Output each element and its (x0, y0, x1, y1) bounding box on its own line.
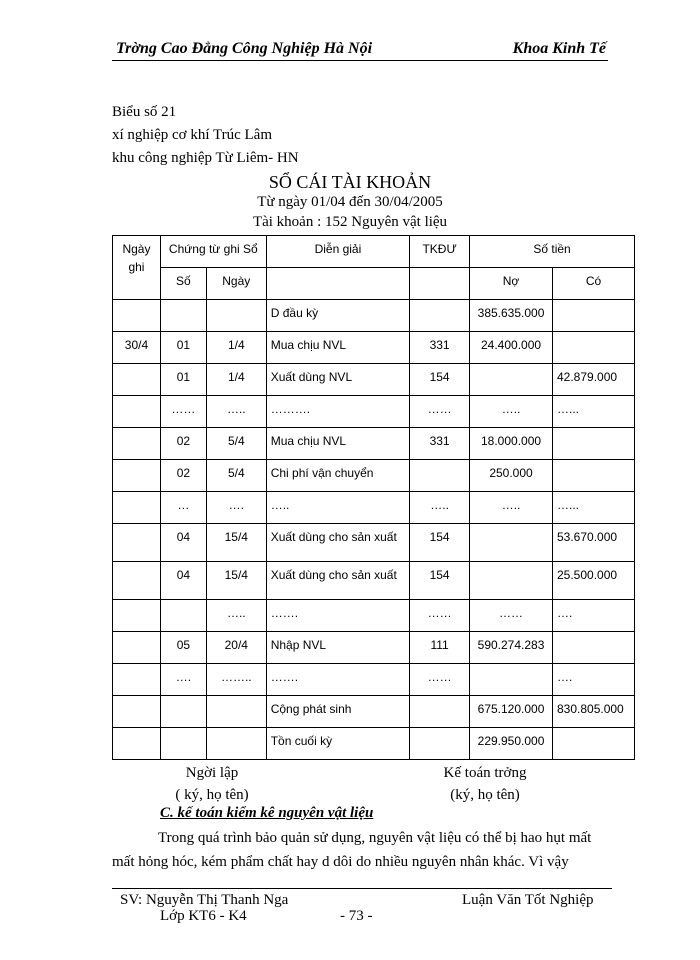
cell-voucher-no: … (160, 492, 206, 524)
cell-tkdu: 154 (410, 562, 470, 600)
cell-voucher-day (206, 696, 266, 728)
cell-debit (470, 664, 553, 696)
cell-desc: Xuất dùng NVL (266, 364, 409, 396)
cell-voucher-day: ….. (206, 396, 266, 428)
cell-voucher-no: 04 (160, 524, 206, 562)
table-row (113, 524, 635, 562)
cell-desc: Mua chịu NVL (266, 332, 409, 364)
cell-tkdu: 331 (410, 428, 470, 460)
cell-date (113, 524, 161, 562)
cell-date (113, 396, 161, 428)
cell-date (113, 664, 161, 696)
cell-tkdu: 331 (410, 332, 470, 364)
cell-desc: Xuất dùng cho sản xuất (266, 524, 409, 562)
cell-credit: 53.670.000 (553, 524, 635, 562)
cell-debit: 250.000 (470, 460, 553, 492)
cell-date (113, 300, 161, 332)
footer-thesis: Luận Văn Tốt Nghiệp (462, 892, 594, 908)
signature-accountant-note: (ký, họ tên) (450, 787, 520, 803)
cell-tkdu (410, 728, 470, 760)
cell-debit: ….. (470, 492, 553, 524)
cell-tkdu: …… (410, 600, 470, 632)
col-debit-header: Nợ (470, 268, 553, 300)
cell-debit: 675.120.000 (470, 696, 553, 728)
cell-credit: …. (553, 664, 635, 696)
paragraph-line-1: Trong quá trình bảo quản sử dụng, nguyên vật liệu có thể bị hao hụt mất (158, 830, 592, 846)
cell-desc: ……. (266, 664, 409, 696)
cell-desc: ……. (266, 600, 409, 632)
table-row (113, 696, 635, 728)
cell-tkdu: ….. (410, 492, 470, 524)
cell-debit: 229.950.000 (470, 728, 553, 760)
cell-desc: ….. (266, 492, 409, 524)
cell-voucher-day: 15/4 (206, 524, 266, 562)
cell-voucher-no: 04 (160, 562, 206, 600)
cell-credit: 830.805.000 (553, 696, 635, 728)
cell-debit (470, 562, 553, 600)
cell-date (113, 696, 161, 728)
signature-preparer: Ngời lập (185, 765, 239, 781)
cell-desc: Mua chịu NVL (266, 428, 409, 460)
cell-date (113, 428, 161, 460)
cell-credit (553, 300, 635, 332)
cell-tkdu (410, 460, 470, 492)
cell-voucher-day: …. (206, 492, 266, 524)
col-credit-header: Có (553, 268, 635, 300)
cell-debit: 590.274.283 (470, 632, 553, 664)
table-row (113, 460, 635, 492)
cell-debit: 18.000.000 (470, 428, 553, 460)
cell-voucher-day: 5/4 (206, 428, 266, 460)
company-name: xí nghiệp cơ khí Trúc Lâm (112, 127, 273, 143)
cell-date (113, 632, 161, 664)
cell-voucher-no (160, 728, 206, 760)
ledger-account: Tài khoản : 152 Nguyên vật liệu (252, 214, 448, 230)
cell-credit (553, 428, 635, 460)
header-faculty: Khoa Kinh Tế (512, 40, 606, 57)
cell-desc: Chi phí vận chuyển (266, 460, 409, 492)
header-school: Trờng Cao Đẳng Công Nghiệp Hà Nội (116, 40, 373, 57)
cell-debit (470, 524, 553, 562)
cell-date: 30/4 (113, 332, 161, 364)
cell-desc: ………. (266, 396, 409, 428)
col-amount-header: Số tiền (470, 236, 635, 268)
footer-page: - 73 - (340, 908, 373, 924)
cell-date (113, 562, 161, 600)
table-row (113, 332, 635, 364)
cell-voucher-no (160, 600, 206, 632)
table-row (113, 300, 635, 332)
cell-voucher-day (206, 728, 266, 760)
table-row (113, 396, 635, 428)
cell-credit: …. (553, 600, 635, 632)
ledger-body (113, 300, 635, 760)
cell-tkdu: 111 (410, 632, 470, 664)
cell-credit (553, 460, 635, 492)
table-row (113, 492, 635, 524)
cell-debit: ….. (470, 396, 553, 428)
cell-tkdu: …… (410, 396, 470, 428)
footer-class: Lớp KT6 - K4 (160, 908, 247, 924)
ledger-period: Từ ngày 01/04 đến 30/04/2005 (257, 194, 443, 210)
cell-credit (553, 632, 635, 664)
cell-credit: …... (553, 396, 635, 428)
col-tkdu-header: TKĐƯ (410, 236, 470, 268)
section-title: C. kế toán kiểm kê nguyên vật liệu (160, 805, 374, 821)
cell-credit: 42.879.000 (553, 364, 635, 396)
cell-credit: 25.500.000 (553, 562, 635, 600)
cell-voucher-day: 15/4 (206, 562, 266, 600)
cell-credit (553, 332, 635, 364)
cell-desc: Nhập NVL (266, 632, 409, 664)
cell-date (113, 364, 161, 396)
cell-tkdu (410, 696, 470, 728)
cell-debit (470, 364, 553, 396)
form-number: Biểu số 21 (112, 104, 177, 120)
cell-date (113, 600, 161, 632)
cell-voucher-day (206, 300, 266, 332)
cell-voucher-no (160, 300, 206, 332)
cell-voucher-no: 05 (160, 632, 206, 664)
col-date-header: Ngày ghi (113, 236, 161, 300)
col-no-header: Số (160, 268, 206, 300)
table-row (113, 428, 635, 460)
cell-tkdu: 154 (410, 524, 470, 562)
cell-tkdu: …… (410, 664, 470, 696)
cell-desc: Cộng phát sinh (266, 696, 409, 728)
cell-voucher-no: …. (160, 664, 206, 696)
cell-voucher-no: 01 (160, 332, 206, 364)
signature-accountant: Kế toán trởng (443, 765, 527, 781)
footer-student: SV: Nguyễn Thị Thanh Nga (120, 892, 289, 908)
cell-debit: 385.635.000 (470, 300, 553, 332)
table-row (113, 728, 635, 760)
signature-preparer-note: ( ký, họ tên) (175, 787, 249, 803)
cell-tkdu: 154 (410, 364, 470, 396)
company-location: khu công nghiệp Từ Liêm- HN (112, 150, 299, 166)
cell-voucher-no (160, 696, 206, 728)
cell-debit: 24.400.000 (470, 332, 553, 364)
cell-debit: …… (470, 600, 553, 632)
cell-voucher-day: …….. (206, 664, 266, 696)
paragraph-line-2: mất hỏng hóc, kém phẩm chất hay d dôi do nhiều nguyên nhân khác. Vì vậy (112, 854, 569, 870)
ledger-title: SỔ CÁI TÀI KHOẢN (268, 172, 432, 192)
cell-voucher-no: …… (160, 396, 206, 428)
table-row (113, 600, 635, 632)
table-row (113, 364, 635, 396)
cell-voucher-day: 20/4 (206, 632, 266, 664)
col-desc-header: Diễn giải (266, 236, 409, 268)
col-voucher-header: Chứng từ ghi Sổ (160, 236, 266, 268)
cell-date (113, 728, 161, 760)
cell-voucher-no: 01 (160, 364, 206, 396)
cell-desc: D đầu kỳ (266, 300, 409, 332)
cell-voucher-no: 02 (160, 428, 206, 460)
cell-date (113, 460, 161, 492)
cell-voucher-day: 1/4 (206, 364, 266, 396)
cell-tkdu (410, 300, 470, 332)
table-row (113, 632, 635, 664)
cell-desc: Xuất dùng cho sản xuất (266, 562, 409, 600)
col-tkdu-sub (410, 268, 470, 300)
table-row (113, 562, 635, 600)
ledger-table (112, 235, 635, 760)
table-row (113, 664, 635, 696)
cell-voucher-no: 02 (160, 460, 206, 492)
footer-rule (112, 888, 612, 889)
cell-date (113, 492, 161, 524)
cell-credit: …... (553, 492, 635, 524)
col-desc-sub (266, 268, 409, 300)
cell-credit (553, 728, 635, 760)
cell-desc: Tồn cuối kỳ (266, 728, 409, 760)
col-day-header: Ngày (206, 268, 266, 300)
cell-voucher-day: ….. (206, 600, 266, 632)
cell-voucher-day: 5/4 (206, 460, 266, 492)
cell-voucher-day: 1/4 (206, 332, 266, 364)
page-header (112, 38, 608, 61)
